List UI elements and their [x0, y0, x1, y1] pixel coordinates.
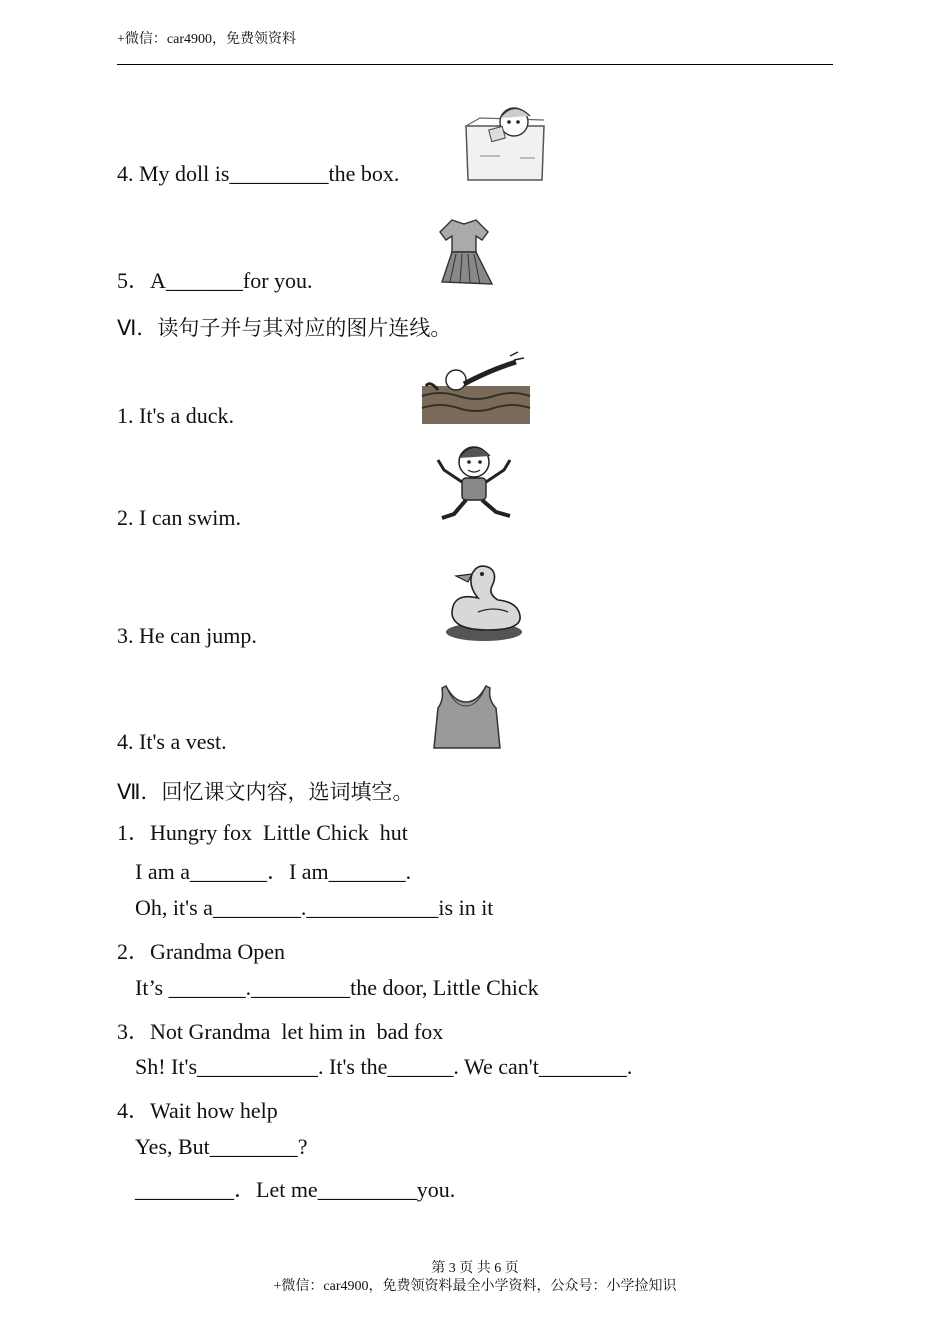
match-sentence: 3. He can jump.: [117, 623, 257, 648]
header-rule: [117, 64, 833, 65]
doll-in-box-icon: [460, 98, 550, 186]
fill-blank-line: Yes, But________?: [135, 1134, 308, 1159]
swimming-boy-icon: [420, 350, 532, 426]
jumping-boy-icon: [432, 440, 516, 528]
dress-icon: [430, 214, 500, 290]
word-bank: 3．Not Grandma let him in bad fox: [117, 1019, 444, 1044]
section-title: Ⅵ．读句子并与其对应的图片连线。: [117, 316, 452, 340]
page-footer: +微信：car4900，免费领资料最全小学资料，公众号：小学捡知识: [273, 1279, 677, 1294]
fill-blank-line: It’s _______._________the door, Little Chick: [135, 975, 539, 1000]
page-header: +微信：car4900，免费领资料: [117, 32, 296, 47]
match-sentence: 1. It's a duck.: [117, 403, 234, 428]
word-bank: 4．Wait how help: [117, 1098, 278, 1123]
fill-blank-line: Oh, it's a________.____________is in it: [135, 895, 494, 920]
vest-icon: [428, 682, 504, 754]
page-number: 第 3 页 共 6 页: [431, 1261, 519, 1276]
question-text: 5．A_______for you.: [117, 268, 313, 293]
fill-blank-line: Sh! It's___________. It's the______. We can't________.: [135, 1054, 633, 1079]
match-sentence: 2. I can swim.: [117, 505, 242, 530]
section-title: Ⅶ．回忆课文内容，选词填空。: [117, 780, 414, 804]
word-bank: 2．Grandma Open: [117, 939, 286, 964]
fill-blank-line: I am a_______．I am_______.: [135, 859, 412, 884]
match-sentence: 4. It's a vest.: [117, 729, 227, 754]
fill-blank-line: _________．Let me_________you.: [135, 1177, 456, 1202]
word-bank: 1．Hungry fox Little Chick hut: [117, 820, 408, 845]
duck-icon: [438, 556, 528, 646]
question-text: 4. My doll is_________the box.: [117, 161, 400, 186]
